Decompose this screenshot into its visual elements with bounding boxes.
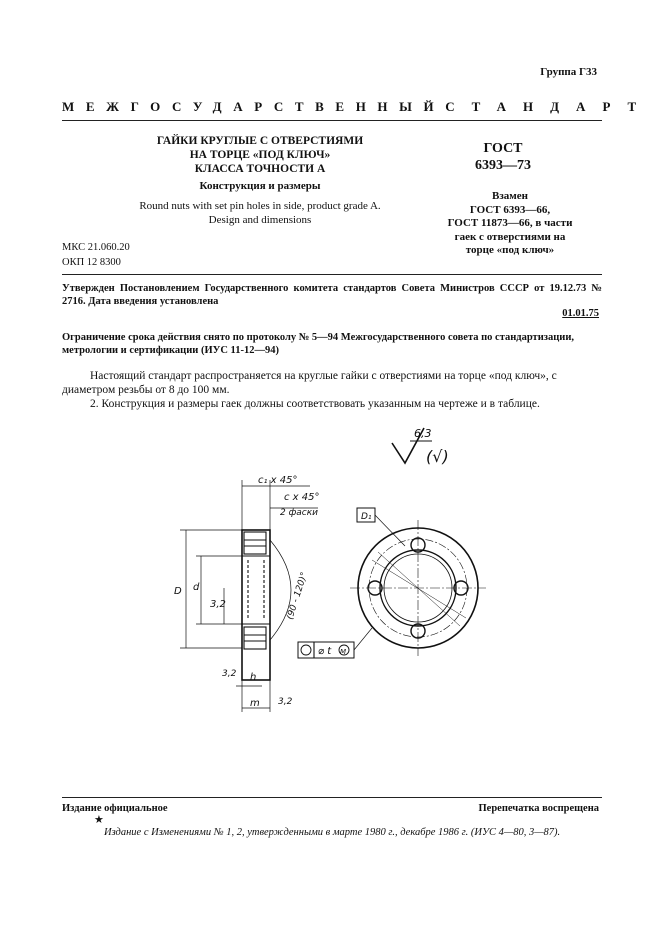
chamfer2-label: c x 45° [284,492,320,503]
footer-divider [62,797,602,798]
gost-label: ГОСТ [483,141,523,156]
star-icon: ★ [94,814,104,826]
chamfer1-label: c₁ x 45° [258,475,298,486]
gost-code: 6393—73 [475,158,531,173]
replaces-line-4: торце «под ключ» [465,244,555,256]
introduction-date: 01.01.75 [562,308,599,319]
paragraph-scope: Настоящий стандарт распространяется на круглые гайки с отверстиями на торце «под ключ», с диаметром резьбы от 8 до 100 мм. [62,370,557,396]
title-line-1: ГАЙКИ КРУГЛЫЕ С ОТВЕРСТИЯМИ [156,135,364,147]
dim-h-label: h [250,672,257,683]
group-code: Группа Г33 [540,66,597,78]
banner-word-2: СТАНДАРТ [445,99,654,114]
replaces-label: Взамен [492,190,528,202]
dim-32b-label: 3,2 [222,669,237,679]
dim-32c-label: 3,2 [278,697,293,707]
okp-code: ОКП 12 8300 [62,257,121,268]
banner-word-1: МЕЖГОСУДАРСТВЕННЫЙ [62,99,446,114]
reprint-notice: Перепечатка воспрещена [478,803,599,814]
dim-m-label: m [250,698,260,709]
roughness-extra: (√) [426,447,449,466]
position-label: ⌀ t [318,646,332,657]
chamfer2-note: 2 фаски [280,508,319,518]
replaces-line-3: гаек с отверстиями на [454,230,566,243]
mks-code: МКС 21.060.20 [62,242,130,253]
replaces-line-2: ГОСТ 11873—66, в части [447,217,573,229]
replaces-line-1: ГОСТ 6393—66, [469,203,551,216]
english-title-line-1: Round nuts with set pin holes in side, product grade A. [139,200,381,212]
datum-label: D₁ [361,512,372,522]
angle-label: (90 - 120)° [285,571,311,621]
english-title-line-2: Design and dimensions [208,214,312,226]
dim-D-label: D [174,586,182,597]
limitation-note: Ограничение срока действия снято по протоколу № 5—94 Межгосударственного совета по стандартизации, метрологии и сертификации (ИУС 11-12—94) [62,332,575,356]
edition-note: Издание с Изменениями № 1, 2, утвержденными в марте 1980 г., декабре 1986 г. (ИУС 4—80, 3—87). [104,827,561,838]
position-modifier: M [340,648,347,656]
paragraph-design: 2. Конструкция и размеры гаек должны соответствовать указанным на чертеже и в таблице. [90,398,540,410]
dim-d-label: d [193,582,200,593]
roughness-value: 6,3 [414,427,432,440]
approval-text: Утвержден Постановлением Государственного комитета стандартов Совета Министров СССР от 19.12.73 № 2716. Дата введения установлена [62,283,602,307]
edition-label: Издание официальное [62,803,168,814]
title-line-3: КЛАССА ТОЧНОСТИ А [194,163,326,175]
document-subtitle: Конструкция и размеры [199,180,321,192]
title-line-2: НА ТОРЦЕ «ПОД КЛЮЧ» [189,149,331,161]
dim-32-label: 3,2 [210,599,226,610]
